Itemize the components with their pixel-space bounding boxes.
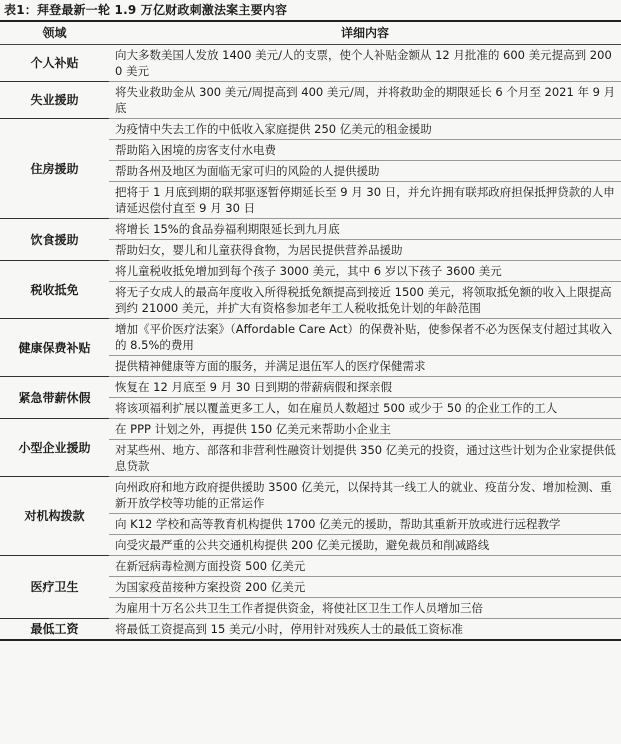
table-row	[0, 261, 621, 282]
table-row	[0, 377, 621, 398]
stimulus-table	[0, 20, 621, 641]
detail-cell: 帮助陷入困境的房客支付水电费	[109, 140, 621, 161]
category-cell: 住房援助	[0, 119, 109, 219]
category-cell: 健康保费补贴	[0, 319, 109, 377]
detail-cell: 将儿童税收抵免增加到每个孩子 3000 美元，其中 6 岁以下孩子 3600 美元	[109, 261, 621, 282]
table-caption: 表1：拜登最新一轮 1.9 万亿财政刺激法案主要内容	[4, 3, 288, 17]
category-cell: 小型企业援助	[0, 419, 109, 477]
header-category: 领域	[0, 21, 109, 45]
table-body	[0, 45, 621, 641]
detail-cell: 将该项福利扩展以覆盖更多工人，如在雇员人数超过 500 或少于 50 的企业工作的工人	[109, 398, 621, 419]
detail-cell: 为疫情中失去工作的中低收入家庭提供 250 亿美元的租金援助	[109, 119, 621, 140]
category-cell: 最低工资	[0, 619, 109, 641]
category-cell: 医疗卫生	[0, 556, 109, 619]
table-row	[0, 419, 621, 440]
table-row	[0, 319, 621, 356]
category-cell: 饮食援助	[0, 219, 109, 261]
detail-cell: 向大多数美国人发放 1400 美元/人的支票，使个人补贴金额从 12 月批准的 600 美元提高到 2000 美元	[109, 45, 621, 82]
header-details: 详细内容	[109, 21, 621, 45]
detail-cell: 对某些州、地方、部落和非营利性融资计划提供 350 亿美元的投资，通过这些计划为企业家提供低息贷款	[109, 440, 621, 477]
category-cell: 个人补贴	[0, 45, 109, 82]
detail-cell: 在新冠病毒检测方面投资 500 亿美元	[109, 556, 621, 577]
table-row	[0, 119, 621, 140]
category-cell: 失业援助	[0, 82, 109, 119]
table-row	[0, 477, 621, 514]
detail-cell: 将增长 15%的食品券福利期限延长到九月底	[109, 219, 621, 240]
detail-cell: 在 PPP 计划之外，再提供 150 亿美元来帮助小企业主	[109, 419, 621, 440]
table-row	[0, 219, 621, 240]
category-cell: 紧急带薪休假	[0, 377, 109, 419]
table-row	[0, 82, 621, 119]
detail-cell: 为国家疫苗接种方案投资 200 亿美元	[109, 577, 621, 598]
detail-cell: 增加《平价医疗法案》（Affordable Care Act）的保费补贴，使参保者不必为医保支付超过其收入的 8.5%的费用	[109, 319, 621, 356]
detail-cell: 帮助妇女，婴儿和儿童获得食物，为居民提供营养品援助	[109, 240, 621, 261]
table-row	[0, 45, 621, 82]
category-cell: 对机构拨款	[0, 477, 109, 556]
table-row	[0, 556, 621, 577]
table-row	[0, 619, 621, 641]
category-cell: 税收抵免	[0, 261, 109, 319]
detail-cell: 恢复在 12 月底至 9 月 30 日到期的带薪病假和探亲假	[109, 377, 621, 398]
detail-cell: 将最低工资提高到 15 美元/小时，停用针对残疾人士的最低工资标准	[109, 619, 621, 641]
detail-cell: 向州政府和地方政府提供援助 3500 亿美元，以保持其一线工人的就业、疫苗分发、增加检测、重新开放学校等功能的正常运作	[109, 477, 621, 514]
detail-cell: 将无子女成人的最高年度收入所得税抵免额提高到接近 1500 美元，将领取抵免额的收入上限提高到约 21000 美元，并扩大有资格参加老年工人税收抵免计划的年龄范围	[109, 282, 621, 319]
header-row	[0, 21, 621, 45]
detail-cell: 帮助各州及地区为面临无家可归的风险的人提供援助	[109, 161, 621, 182]
detail-cell: 为雇用十万名公共卫生工作者提供资金，将使社区卫生工作人员增加三倍	[109, 598, 621, 619]
detail-cell: 向 K12 学校和高等教育机构提供 1700 亿美元的援助，帮助其重新开放或进行远程教学	[109, 514, 621, 535]
detail-cell: 将失业救助金从 300 美元/周提高到 400 美元/周，并将救助金的期限延长 6 个月至 2021 年 9 月底	[109, 82, 621, 119]
detail-cell: 把将于 1 月底到期的联邦驱逐暂停期延长至 9 月 30 日，并允许拥有联邦政府担保抵押贷款的人申请延迟偿付直至 9 月 30 日	[109, 182, 621, 219]
detail-cell: 向受灾最严重的公共交通机构提供 200 亿美元援助，避免裁员和削减路线	[109, 535, 621, 556]
detail-cell: 提供精神健康等方面的服务，并满足退伍军人的医疗保健需求	[109, 356, 621, 377]
